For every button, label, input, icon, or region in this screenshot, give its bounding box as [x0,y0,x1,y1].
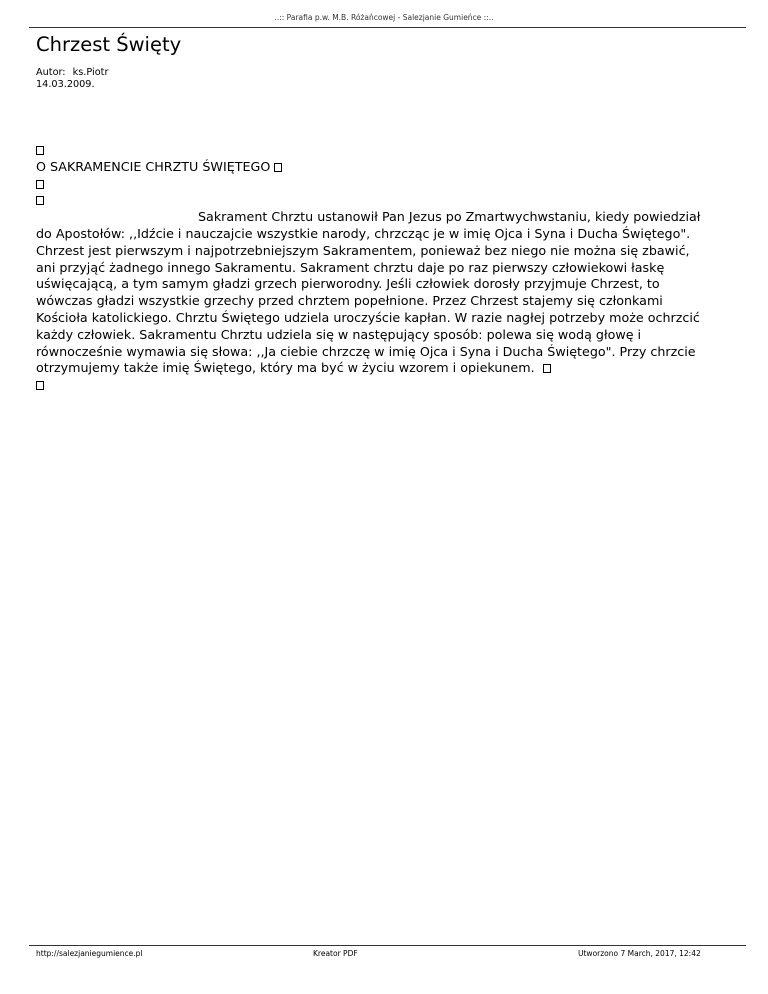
glyph-line [36,377,712,394]
page-footer [0,949,768,961]
article-body [36,142,712,394]
missing-glyph-icon [36,146,44,155]
footer-created-date: Utworzono 7 March, 2017, 12:42 [578,949,701,958]
header-divider [29,27,746,28]
author-label: Autor: [36,67,66,78]
author-name: ks.Piotr [72,67,109,78]
site-title: ..:: Parafia p.w. M.B. Różańcowej - Salezjanie Gumieńce ::.. [274,13,494,22]
body-paragraph [36,209,712,377]
author-line [36,67,108,79]
heading-line [36,159,712,176]
missing-glyph-icon [36,180,44,189]
article-title: Chrzest Święty [36,33,182,56]
footer-url: http://salezjaniegumience.pl [36,949,143,958]
glyph-line [36,176,712,193]
missing-glyph-icon [543,364,551,373]
missing-glyph-icon [36,196,44,205]
body-text: Sakrament Chrztu ustanowił Pan Jezus po Zmartwychwstaniu, kiedy powiedział do Apostołów: ,,Idźcie i nauczajcie wszystkie narody, chrzcząc je w imię Ojca i Syna i Ducha Świętego". Chrzest jest pierwszym i najpotrzebniejszym Sakramentem, ponieważ bez niego nie można się zbawić, ani przyjąć żadnego innego Sakramentu. Sakrament chrztu daje po raz pierwszy człowiekowi łaskę uświęcającą, a tym samym gładzi grzech pierworodny. Jeśli człowiek dorosły przyjmuje Chrzest, to wówczas gładzi wszystkie grzechy przed chrztem popełnione. Przez Chrzest stajemy się członkami Kościoła katolickiego. Chrztu Świętego udziela uroczyście kapłan. W razie nagłej potrzeby może ochrzcić każdy człowiek. Sakramentu Chrztu udziela się w następujący sposób: polewa się wodą głowę i równocześnie wymawia się słowa: ,,Ja ciebie chrzczę w imię Ojca i Syna i Ducha Świętego". Przy chrzcie otrzymujemy także imię Świętego, który ma być w życiu wzorem i opiekunem. [36,209,701,376]
footer-divider [29,945,746,946]
glyph-line [36,192,712,209]
article-date: 14.03.2009. [36,78,95,90]
article-meta [36,67,108,90]
missing-glyph-icon [36,381,44,390]
glyph-line [36,142,712,159]
footer-creator: Kreator PDF [313,949,358,958]
article-heading: O SAKRAMENCIE CHRZTU ŚWIĘTEGO [36,158,271,174]
missing-glyph-icon [274,163,282,172]
